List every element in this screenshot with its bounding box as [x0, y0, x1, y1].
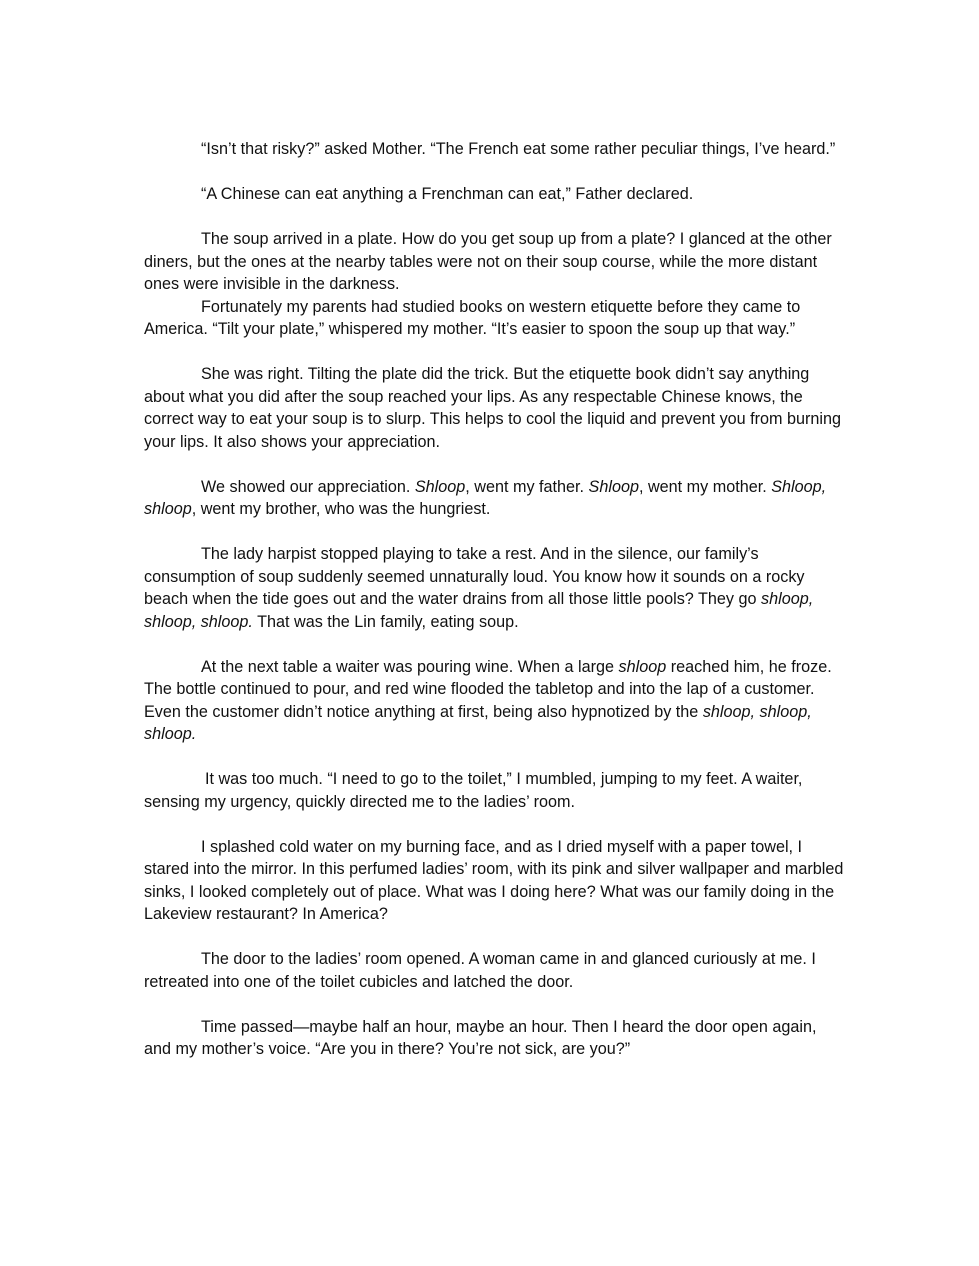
italic-run: Shloop, shloop: [144, 477, 827, 518]
italic-run: Shloop: [414, 477, 466, 496]
text-run: At the next table a waiter was pouring wine. When a large: [201, 657, 619, 676]
text-run: That was the Lin family, eating soup.: [252, 612, 519, 631]
paragraph: [144, 183, 844, 206]
paragraph: [144, 656, 844, 746]
paragraph: [144, 138, 844, 161]
text-run: The door to the ladies’ room opened. A woman came in and glanced curiously at me. I retreated into one of the toilet cubicles and latched the door.: [144, 950, 816, 991]
paragraph: [144, 296, 844, 341]
text-run: She was right. Tilting the plate did the trick. But the etiquette book didn’t say anything about what you did after the soup reached your lips. As any respectable Chinese knows, the correct way to eat your soup is to slurp. This helps to cool the liquid and prevent you from burning your lips. It also shows your appreciation.: [144, 365, 842, 451]
text-run: “A Chinese can eat anything a Frenchman can eat,” Father declared.: [201, 185, 694, 203]
paragraph: [144, 948, 844, 993]
text-run: , went my brother, who was the hungriest.: [191, 500, 491, 518]
text-run: Time passed—maybe half an hour, maybe an hour. Then I heard the door open again, and my mother’s voice. “Are you in there? You’re not sick, are you?”: [144, 1017, 817, 1058]
text-run: We showed our appreciation.: [201, 477, 415, 496]
paragraph: [144, 1016, 844, 1061]
text-run: The soup arrived in a plate. How do you get soup up from a plate? I glanced at the other diners, but the ones at the nearby tables were not on their soup course, while the more distant ones were invisible in the darkness.: [144, 230, 832, 293]
text-run: reached him, he froze. The bottle continued to pour, and red wine flooded the tabletop and into the lap of a customer. Even the customer didn’t notice anything at first, being also hypnotized by the: [144, 657, 832, 721]
italic-run: shloop: [618, 657, 667, 676]
paragraph: [144, 543, 844, 633]
body-text: [144, 138, 844, 1061]
italic-run: Shloop: [588, 477, 639, 496]
italic-run: shloop, shloop, shloop.: [144, 702, 812, 743]
text-run: , went my father.: [465, 477, 589, 496]
text-run: It was too much. “I need to go to the toilet,” I mumbled, jumping to my feet. A waiter, sensing my urgency, quickly directed me to the ladies’ room.: [144, 770, 803, 811]
paragraph: [144, 228, 844, 296]
text-run: The lady harpist stopped playing to take a rest. And in the silence, our family’s consumption of soup suddenly seemed unnaturally loud. You know how it sounds on a rocky beach when the tide goes out and the water drains from all those little pools? They go: [144, 545, 805, 608]
text-run: I splashed cold water on my burning face, and as I dried myself with a paper towel, I stared into the mirror. In this perfumed ladies’ room, with its pink and silver wallpaper and marbled sinks, I looked completely out of place. What was I doing here? What was our family doing in the Lakeview restaurant? In America?: [144, 837, 844, 923]
paragraph: [144, 768, 844, 813]
italic-run: shloop, shloop, shloop.: [144, 590, 814, 631]
paragraph: [144, 836, 844, 926]
text-run: , went my mother.: [638, 477, 772, 496]
text-run: “Isn’t that risky?” asked Mother. “The French eat some rather peculiar things, I’ve heard.”: [201, 140, 836, 158]
text-run: Fortunately my parents had studied books on western etiquette before they came to America. “Tilt your plate,” whispered my mother. “It’s easier to spoon the soup up that way.”: [144, 297, 801, 338]
paragraph: [144, 363, 844, 453]
paragraph: [144, 476, 844, 521]
